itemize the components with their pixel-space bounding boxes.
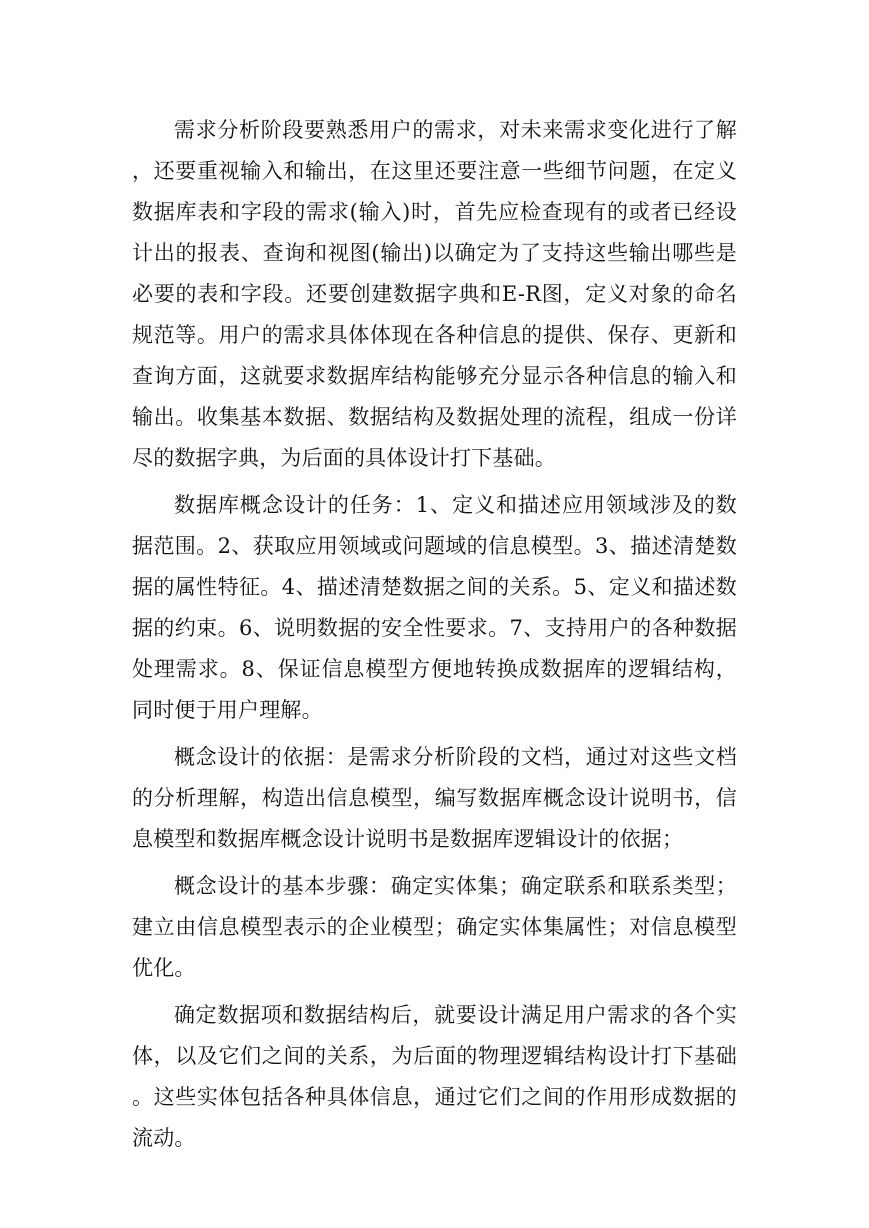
paragraph-conceptual-design-steps: 概念设计的基本步骤：确定实体集；确定联系和联系类型；建立由信息模型表示的企业模型；确定实体集属性；对信息模型优化。: [132, 874, 737, 980]
paragraph-conceptual-design-tasks: 数据库概念设计的任务：1、定义和描述应用领域涉及的数据范围。2、获取应用领域或问题域的信息模型。3、描述清楚数据的属性特征。4、描述清楚数据之间的关系。5、定义和描述数据的约束。6、说明数据的安全性要求。7、支持用户的各种数据处理需求。8、保证信息模型方便地转换成数据库的逻辑结构，同时便于用户理解。: [132, 493, 737, 722]
paragraph-requirements-analysis: 需求分析阶段要熟悉用户的需求，对未来需求变化进行了解，还要重视输入和输出，在这里还要注意一些细节问题，在定义数据库表和字段的需求(输入)时，首先应检查现有的或者已经设计出的报表、查询和视图(输出)以确定为了支持这些输出哪些是必要的表和字段。还要创建数据字典和E-R图，定义对象的命名规范等。用户的需求具体体现在各种信息的提供、保存、更新和查询方面，这就要求数据库结构能够充分显示各种信息的输入和输出。收集基本数据、数据结构及数据处理的流程，组成一份详尽的数据字典，为后面的具体设计打下基础。: [132, 118, 737, 470]
paragraph-entity-design: 确定数据项和数据结构后，就要设计满足用户需求的各个实体，以及它们之间的关系，为后面的物理逻辑结构设计打下基础。这些实体包括各种具体信息，通过它们之间的作用形成数据的流动。: [132, 1003, 737, 1150]
paragraph-conceptual-design-basis: 概念设计的依据：是需求分析阶段的文档，通过对这些文档的分析理解，构造出信息模型，编写数据库概念设计说明书，信息模型和数据库概念设计说明书是数据库逻辑设计的依据；: [132, 745, 737, 851]
